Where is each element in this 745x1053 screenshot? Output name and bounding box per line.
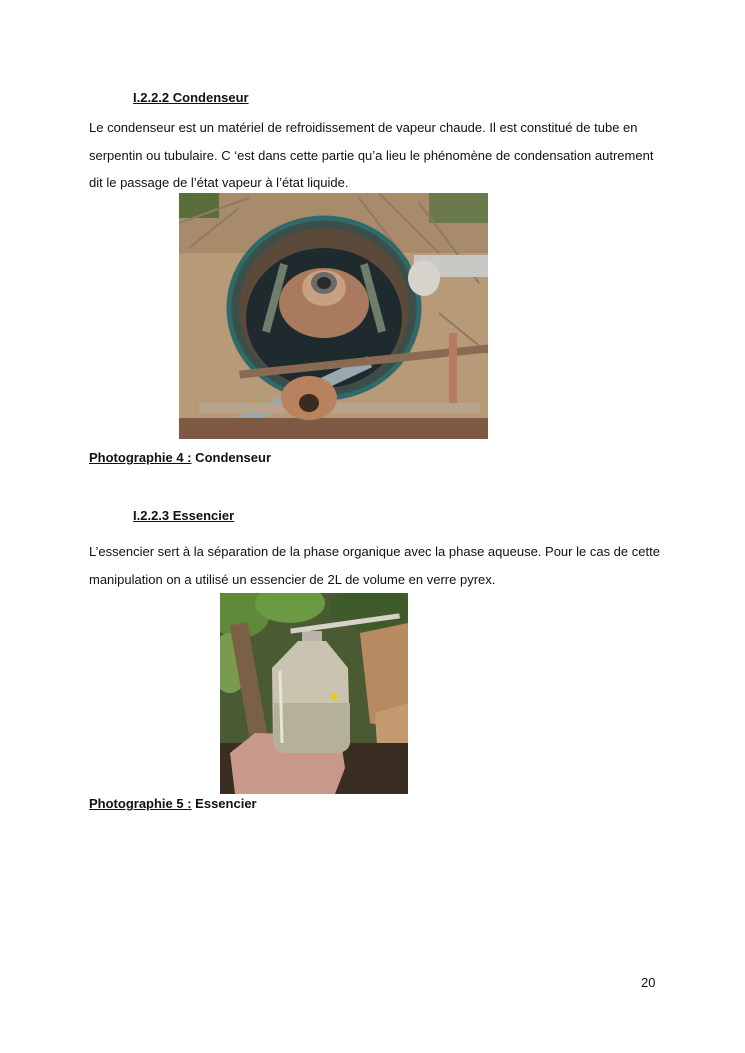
figure-caption-condenseur — [89, 450, 271, 465]
caption-label: Photographie 5 : — [89, 796, 192, 811]
photo-condenseur — [179, 193, 488, 439]
photo-essencier — [220, 593, 408, 794]
page-number: 20 — [641, 975, 656, 990]
caption-text: Condenseur — [191, 450, 272, 465]
figure-caption-essencier — [89, 796, 257, 811]
paragraph-essencier: L’essencier sert à la séparation de la phase organique avec la phase aqueuse. Pour le cas de cette manipulation on a utilisé un essencier de 2L de volume en verre pyrex. — [89, 544, 660, 587]
section-heading-condenseur: I.2.2.2 Condenseur — [133, 90, 249, 105]
caption-text: Essencier — [191, 796, 257, 811]
section-heading-essencier: I.2.2.3 Essencier — [133, 508, 235, 523]
paragraph-condenseur: Le condenseur est un matériel de refroidissement de vapeur chaude. Il est constitué de tube en serpentin ou tubulaire. C ‘est dans cette partie qu’a lieu le phénomène de condensation autrement dit le passage de l’état vapeur à l’état liquide. — [89, 120, 654, 190]
caption-label: Photographie 4 : — [89, 450, 192, 465]
